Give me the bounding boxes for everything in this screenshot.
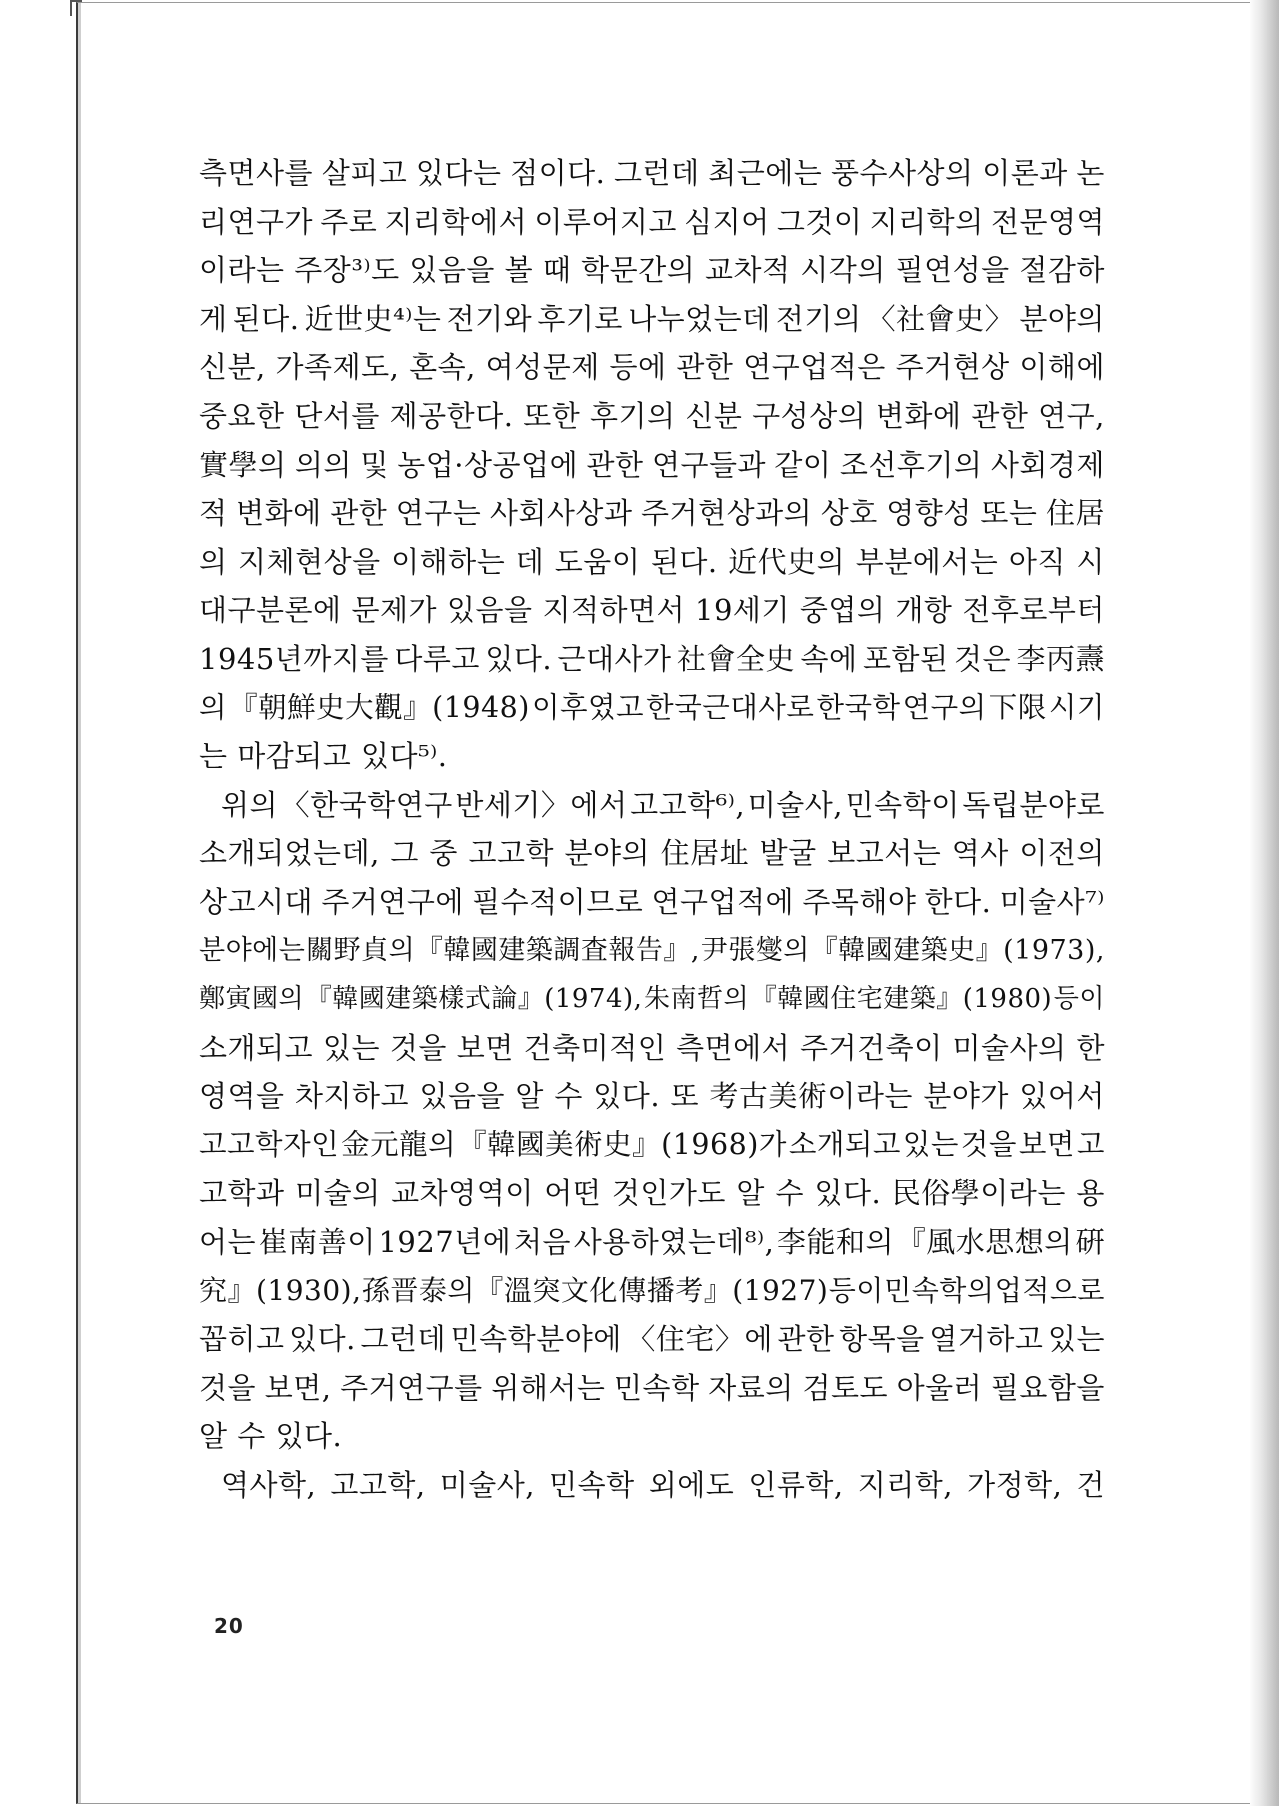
word: 주거현상과의 — [641, 496, 813, 531]
word: 한국근대사로 — [646, 690, 815, 724]
word: 지리학에서 — [384, 204, 528, 239]
word: 가족제도, — [275, 350, 400, 385]
word: 어떤 — [544, 1176, 602, 1211]
word: 역사 — [951, 836, 1009, 871]
word: 近代史의 — [728, 544, 846, 579]
word: 관한 — [777, 1322, 835, 1357]
word: 민속학이 — [845, 787, 960, 822]
word: 리연구가 — [199, 204, 314, 239]
word: 미술사의 — [952, 1030, 1067, 1065]
word: 주거건축이 — [800, 1030, 943, 1065]
word: 분야의 — [564, 836, 651, 871]
word: 민속학의 — [884, 1273, 995, 1307]
word: 고학과 — [199, 1176, 285, 1211]
word: 전후로부터 — [962, 593, 1105, 628]
word: 이전의 — [1019, 836, 1105, 871]
word: 등이 — [828, 1273, 884, 1307]
word: 또는 — [980, 496, 1038, 531]
word: 건축미적인 — [523, 1030, 667, 1065]
word: 꼽히고 — [199, 1322, 285, 1357]
body-text — [199, 149, 1105, 1510]
text-line: 알 수 있다. — [199, 1419, 343, 1454]
word: 조선후기의 — [839, 447, 983, 482]
word: 연구업적에 — [651, 884, 795, 919]
word: 관한 — [971, 398, 1029, 433]
word: 반세기〉에서 — [455, 787, 628, 822]
word: 民俗學이라는 — [891, 1176, 1066, 1211]
word: 지리학, — [857, 1468, 953, 1503]
word: 대구분론에 — [199, 593, 342, 628]
word: 전기의 — [775, 301, 862, 336]
word: 발굴 — [759, 836, 817, 871]
word: 전문영역 — [990, 204, 1105, 239]
word: 주장³⁾도 — [294, 253, 400, 288]
word: 있다. — [814, 1176, 882, 1211]
word: 알 — [736, 1176, 765, 1211]
word: 용 — [1076, 1176, 1105, 1211]
word: 있는 — [1047, 1322, 1105, 1357]
word: 분야의 — [1019, 301, 1105, 336]
word: 사회경제 — [990, 447, 1105, 482]
word: 보면, — [264, 1370, 332, 1405]
word: 한 — [1076, 1030, 1105, 1065]
text-line — [199, 1072, 1105, 1121]
text-line — [199, 295, 1105, 344]
word: 알 — [515, 1079, 544, 1114]
text-line — [199, 198, 1105, 247]
word: 학문간의 — [581, 253, 696, 288]
word: 金元龍의 — [341, 1127, 457, 1161]
word: 관한 — [586, 447, 644, 482]
word: 연구는 — [395, 496, 482, 531]
word: 關野貞의 — [306, 934, 416, 966]
word: 자료의 — [708, 1370, 794, 1405]
word: 문제가 — [351, 593, 438, 628]
word: 한다. — [924, 884, 992, 919]
word: 인류학, — [748, 1468, 844, 1503]
word: 朱南哲의 — [644, 984, 750, 1015]
word: 李能和의 — [777, 1225, 895, 1260]
word: 중 — [429, 836, 458, 871]
word: 연구들과 — [651, 447, 766, 482]
word: 소개되고 — [788, 1127, 901, 1161]
word: 지체현상을 — [238, 544, 381, 579]
word: 심지어 — [684, 204, 770, 239]
word: 미술사⁷⁾ — [999, 884, 1105, 919]
word: 傳播考』(1927) — [618, 1273, 829, 1307]
word: 후기로 — [537, 301, 623, 336]
word: 보면 — [456, 1030, 514, 1065]
word: 있음을 — [419, 1079, 505, 1114]
word: 소개되고 — [199, 1030, 314, 1065]
text-line — [199, 1267, 1105, 1316]
word: 필요함을 — [990, 1370, 1105, 1405]
word: 있음을 — [409, 253, 495, 288]
text-line — [199, 441, 1105, 490]
text-line — [199, 1364, 1105, 1413]
word: 의 — [199, 690, 228, 724]
word: 있어서 — [1019, 1079, 1105, 1114]
text-line — [199, 392, 1105, 441]
text-line — [199, 781, 1105, 830]
text-line — [199, 878, 1105, 927]
word: 분야가 — [923, 1079, 1009, 1114]
word: 이론과 — [982, 156, 1068, 190]
word: 그 — [390, 836, 419, 871]
text-line — [199, 538, 1105, 587]
word: 나누었는데 — [628, 301, 771, 336]
word: 시기 — [1048, 690, 1105, 724]
text-line — [199, 829, 1105, 878]
word: 때 — [542, 253, 572, 288]
word: 여성문제 — [485, 350, 600, 385]
word: 鄭寅國의 — [199, 984, 305, 1015]
word: 미술사, — [747, 787, 844, 822]
word: 있는 — [322, 1030, 380, 1065]
word: 교차영역이 — [391, 1176, 534, 1211]
word: 보면 — [1018, 1127, 1075, 1161]
word: 구성상의 — [752, 398, 867, 433]
word: 그런데 — [360, 1322, 447, 1357]
word: 단서를 — [294, 398, 380, 433]
word: 究』(1930), — [199, 1273, 362, 1307]
text-line — [199, 586, 1105, 635]
text-line — [199, 1024, 1105, 1073]
word: 것을 — [199, 1370, 257, 1405]
word: 측면사를 — [199, 156, 314, 190]
word: 분야에는 — [199, 934, 306, 966]
word: 崔南善이 — [258, 1225, 376, 1260]
word: 주거연구에 — [321, 884, 464, 919]
text-line — [199, 635, 1105, 684]
word: 아울러 — [896, 1370, 983, 1405]
word: 이루어지고 — [534, 204, 677, 239]
word: 교차적 — [704, 253, 791, 288]
word: 19세기 — [695, 593, 790, 628]
word: 독립분야로 — [962, 787, 1105, 822]
word: 근대사가 — [557, 641, 672, 676]
text-line — [199, 684, 1105, 733]
text-line — [199, 975, 1105, 1024]
word: 데 — [515, 544, 545, 579]
word: 孫晋泰의 — [361, 1273, 475, 1307]
word: 1945년까지를 — [199, 641, 389, 676]
word: 보고서는 — [827, 836, 942, 871]
word: 중엽의 — [799, 593, 886, 628]
word: 포함된 — [862, 641, 949, 676]
word: 下限 — [988, 690, 1047, 724]
word: 부분에서는 — [855, 544, 999, 579]
word: 미술사, — [439, 1468, 535, 1503]
word: 된다. — [650, 544, 718, 579]
word: 변화에 — [876, 398, 962, 433]
word: 속에 — [800, 641, 858, 676]
word: 것인가도 — [611, 1176, 726, 1211]
word: 연구, — [1038, 398, 1105, 433]
word: 『韓國建築史』(1973), — [810, 934, 1105, 966]
word: 『韓國建築調査報告』, — [415, 934, 701, 966]
page-edge-shadow — [1249, 0, 1279, 1806]
word: 외에도 — [648, 1468, 735, 1503]
word: 의의 — [294, 447, 352, 482]
word: 필수적이므로 — [472, 884, 644, 919]
word: 이해하는 — [391, 544, 506, 579]
word: 같이 — [774, 447, 832, 482]
word: 주목해야 — [802, 884, 917, 919]
text-line — [199, 489, 1105, 538]
word: 상호 — [820, 496, 878, 531]
word: 도움이 — [554, 544, 641, 579]
word: 다루고 — [394, 641, 480, 676]
word: 논 — [1076, 156, 1105, 190]
word: 주로 — [320, 204, 378, 239]
word: 시각의 — [800, 253, 886, 288]
word: 있다. — [485, 641, 553, 676]
word: 있다. — [593, 1079, 661, 1114]
word: 적 — [199, 496, 228, 531]
text-line — [199, 1169, 1105, 1218]
word: 尹張燮의 — [700, 934, 810, 966]
word: 관한 — [676, 350, 734, 385]
word: 신분, — [199, 350, 266, 385]
word: 볼 — [504, 253, 534, 288]
word: 수 — [775, 1176, 804, 1211]
text-line — [199, 1218, 1105, 1267]
word: 이라는 — [199, 253, 285, 288]
word: 후기의 — [590, 398, 676, 433]
word: 것을 — [389, 1030, 447, 1065]
word: 〈社會史〉 — [866, 301, 1015, 336]
word: 있다. — [289, 1322, 356, 1357]
word: 열거하고 — [929, 1322, 1044, 1357]
word: 민속학 — [549, 1468, 635, 1503]
word: 위의 — [221, 787, 279, 822]
text-line — [199, 927, 1105, 976]
word: 영역을 — [199, 1079, 285, 1114]
word: 이후였고 — [531, 690, 645, 724]
word: 점이다. — [510, 156, 606, 190]
word: 〈住宅〉에 — [626, 1322, 773, 1357]
word: 상고시대 — [199, 884, 314, 919]
word: 게 — [199, 301, 228, 336]
text-line — [199, 1461, 1105, 1510]
word: 건 — [1076, 1468, 1105, 1503]
word: 그것이 — [776, 204, 863, 239]
word: 제공한다. — [389, 398, 514, 433]
word: 지리학의 — [869, 204, 984, 239]
page-number: 20 — [214, 1614, 244, 1638]
text-line — [199, 149, 1105, 198]
word: 역사학, — [221, 1468, 317, 1503]
word: 이해에 — [1019, 350, 1105, 385]
word: 있다는 — [415, 156, 502, 190]
word: 것은 — [953, 641, 1012, 676]
word: 관한 — [330, 496, 388, 531]
word: 한국학 — [816, 690, 901, 724]
word: 고 — [1076, 1127, 1105, 1161]
word: 측면에서 — [676, 1030, 791, 1065]
word: 가정학, — [967, 1468, 1063, 1503]
word: 처음 — [514, 1225, 572, 1260]
text-line — [199, 1315, 1105, 1364]
word: 연구업적은 — [743, 350, 886, 385]
word: 近世史⁴⁾는 — [304, 301, 442, 336]
word: 의 — [199, 544, 228, 579]
word: 지적하면서 — [542, 593, 686, 628]
word: 또 — [670, 1079, 699, 1114]
word: 절감하 — [1019, 253, 1105, 288]
word: 또한 — [523, 398, 581, 433]
word: 住居 — [1045, 496, 1105, 531]
word: 〈한국학연구 — [280, 787, 453, 822]
word: 있는 — [902, 1127, 959, 1161]
text-line — [199, 343, 1105, 392]
word: 고고학 — [468, 836, 554, 871]
word: 영향성 — [886, 496, 972, 531]
word: 사용하였는데⁸⁾, — [573, 1225, 775, 1260]
word: 업적으로 — [994, 1273, 1105, 1307]
word: 위해서는 — [491, 1370, 606, 1405]
word: 풍수사상의 — [830, 156, 974, 190]
word: 아직 — [1008, 544, 1066, 579]
word: 『朝鮮史大觀』(1948) — [229, 690, 530, 724]
word: 필연성을 — [895, 253, 1010, 288]
word: 등이 — [1053, 984, 1105, 1015]
word: 住居址 — [660, 836, 750, 871]
word: 考古美術이라는 — [709, 1079, 913, 1114]
word: 개항 — [895, 593, 953, 628]
word: 및 — [360, 447, 389, 482]
word: 시 — [1076, 544, 1105, 579]
word: 검토도 — [802, 1370, 888, 1405]
word: 변화에 — [236, 496, 322, 531]
word: 그런데 — [614, 156, 700, 190]
word: 주거현상 — [895, 350, 1010, 385]
word: 혼속, — [409, 350, 476, 385]
word: 어는 — [199, 1225, 257, 1260]
word: 농업·상공업에 — [397, 447, 579, 482]
word: 최근에는 — [708, 156, 823, 190]
word: 고고학, — [330, 1468, 426, 1503]
word: 李丙燾 — [1016, 641, 1105, 676]
word: 항목을 — [839, 1322, 925, 1357]
word: 수 — [554, 1079, 583, 1114]
word: 민속학 — [614, 1370, 700, 1405]
word: 중요한 — [199, 398, 285, 433]
word: 實學의 — [199, 447, 287, 482]
word: 것을 — [960, 1127, 1017, 1161]
text-line — [199, 246, 1105, 295]
word: 미술의 — [295, 1176, 381, 1211]
word: 『溫突文化 — [475, 1273, 618, 1307]
text-line — [199, 1121, 1105, 1170]
word: 된다. — [232, 301, 300, 336]
word: 소개되었는데, — [199, 836, 380, 871]
word: 연구의 — [902, 690, 987, 724]
word: 사회사상과 — [489, 496, 633, 531]
word: 고고학⁶⁾, — [630, 787, 746, 822]
word: 살피고 — [321, 156, 408, 190]
text-line: 는 마감되고 있다⁵⁾. — [199, 739, 448, 774]
word: 전기와 — [446, 301, 533, 336]
word: 硏 — [1075, 1225, 1105, 1260]
word: 차지하고 — [294, 1079, 410, 1114]
word: 등에 — [609, 350, 667, 385]
word: 『韓國住宅建築』(1980) — [750, 984, 1053, 1015]
word: 신분 — [685, 398, 743, 433]
word: 社會全史 — [677, 641, 796, 676]
word: 『風水思想의 — [896, 1225, 1073, 1260]
word: 『韓國建築樣式論』(1974), — [305, 984, 643, 1015]
word: 주거연구를 — [340, 1370, 483, 1405]
word: 민속학분야에 — [450, 1322, 622, 1357]
word: 1927년에 — [378, 1225, 512, 1260]
word: 고고학자인 — [199, 1127, 340, 1161]
word: 있음을 — [447, 593, 533, 628]
word: 『韓國美術史』(1968)가 — [458, 1127, 787, 1161]
